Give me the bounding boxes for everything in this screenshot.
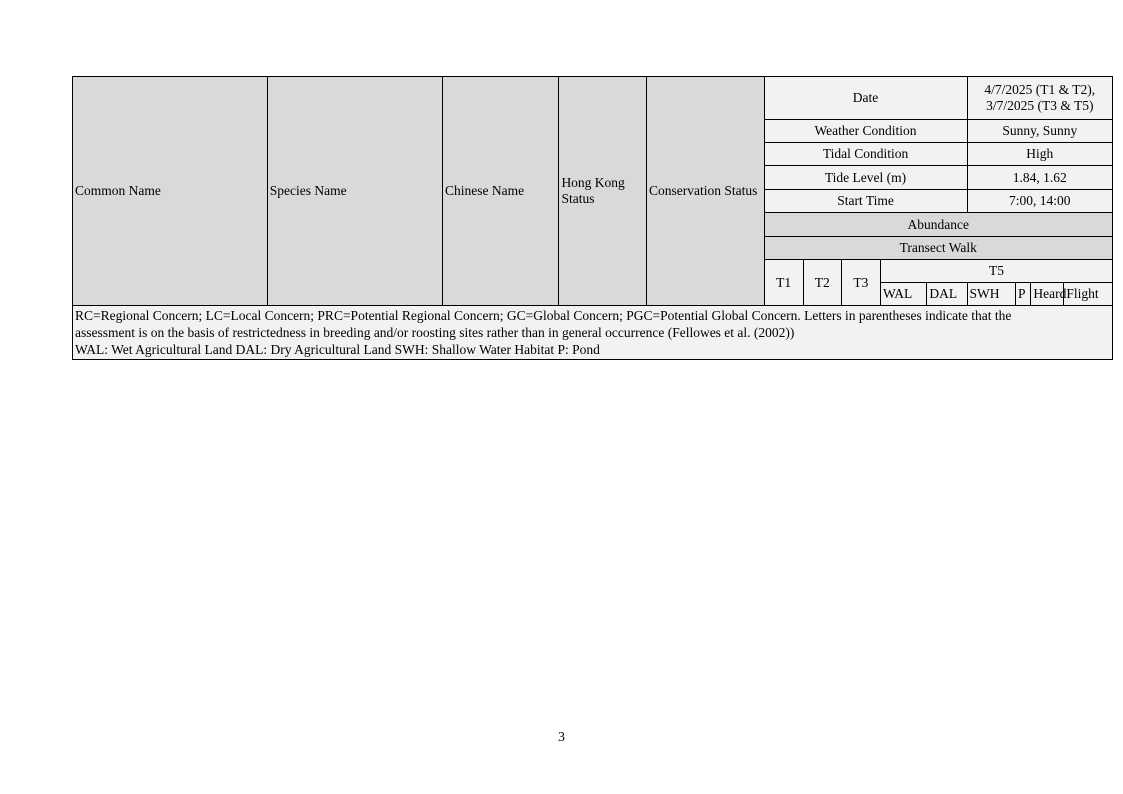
t5-heard: Heard [1031,283,1064,306]
tidal-value: High [967,143,1112,166]
header-common-name: Common Name [73,77,268,306]
footnote-line3: WAL: Wet Agricultural Land DAL: Dry Agricultural Land SWH: Shallow Water Habitat P: Pond [75,342,600,357]
transect-t1: T1 [764,260,803,306]
page-number: 3 [558,730,565,745]
t5-p: P [1015,283,1030,306]
bird-survey-table [72,76,1113,360]
footnote-line2: assessment is on the basis of restrictedness in breeding and/or roosting sites rather than in general occurrence (Fellowes et al. (2002)) [75,325,795,340]
start-time-value: 7:00, 14:00 [967,190,1112,213]
tide-level-label: Tide Level (m) [764,166,967,190]
header-hk-status: Hong Kong Status [559,77,647,306]
tide-level-value: 1.84, 1.62 [967,166,1112,190]
t5-wal: WAL [880,283,926,306]
date-value-line2: 3/7/2025 (T3 & T5) [986,98,1094,113]
header-chinese-name: Chinese Name [442,77,558,306]
header-species-name: Species Name [267,77,442,306]
start-time-label: Start Time [764,190,967,213]
date-value-line1: 4/7/2025 (T1 & T2), [984,82,1096,97]
header-conservation-status: Conservation Status [647,77,764,306]
transect-t3: T3 [841,260,880,306]
footnote-line1: RC=Regional Concern; LC=Local Concern; PRC=Potential Regional Concern; GC=Global Concern; PGC=Potential Global Concern. Letters in parentheses indicate that the [75,308,1012,323]
transect-t2: T2 [803,260,841,306]
abundance-header: Abundance [764,213,1112,237]
date-value [967,77,1112,120]
transect-walk-header: Transect Walk [764,237,1112,260]
t5-swh: SWH [967,283,1015,306]
weather-label: Weather Condition [764,120,967,143]
tidal-label: Tidal Condition [764,143,967,166]
date-label: Date [764,77,967,120]
footnote-cell [73,306,1113,360]
t5-flight: Flight [1064,283,1113,306]
t5-dal: DAL [927,283,967,306]
weather-value: Sunny, Sunny [967,120,1112,143]
transect-t5: T5 [880,260,1112,283]
